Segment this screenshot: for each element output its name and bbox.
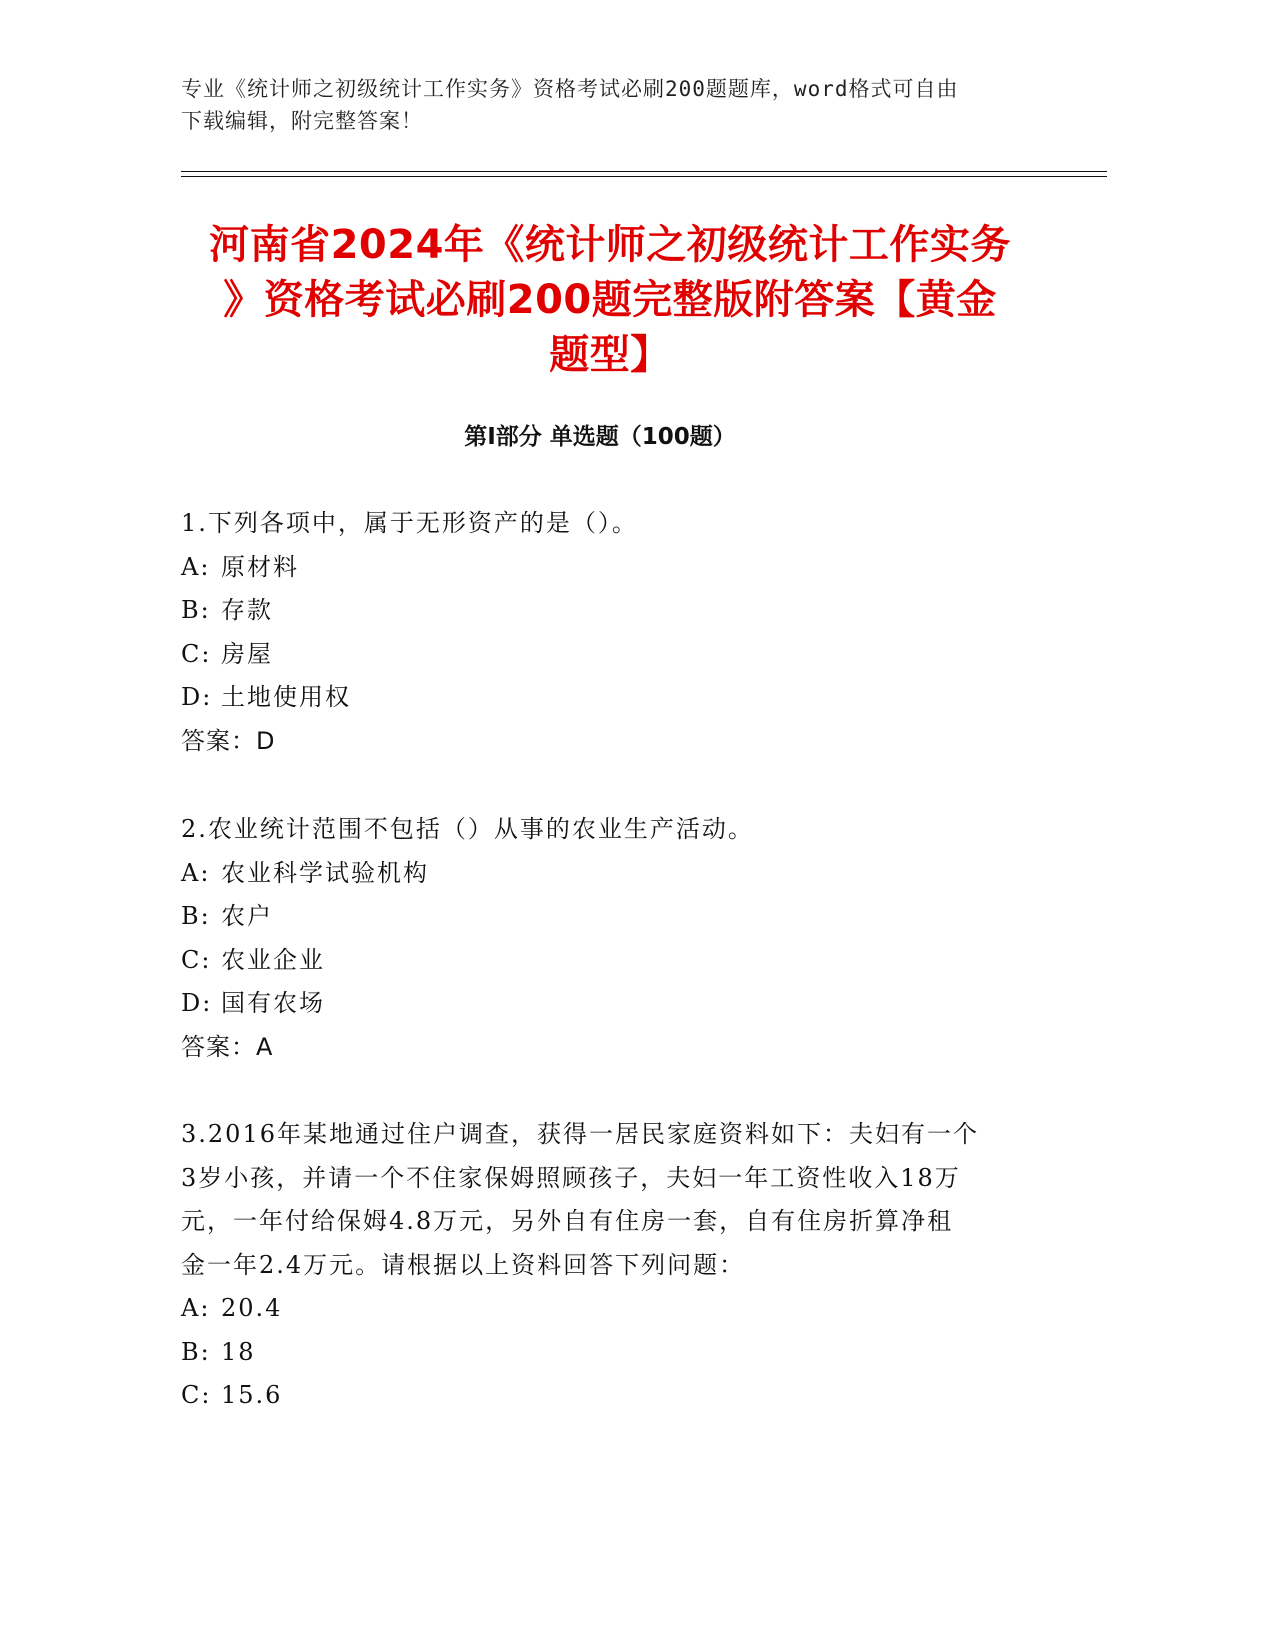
question-stem-line-1: 3.2016年某地通过住户调查，获得一居民家庭资料如下：夫妇有一个 xyxy=(181,1120,979,1148)
document-title-line-3: 题型】 xyxy=(549,332,671,378)
option-key: D: xyxy=(181,989,213,1017)
question-stem: 2.农业统计范围不包括（）从事的农业生产活动。 xyxy=(181,815,754,843)
option-text: 农业企业 xyxy=(221,945,325,974)
option-c xyxy=(181,1374,1051,1418)
option-a xyxy=(181,546,1051,590)
document-title-line-2: 》资格考试必刷200题完整版附答案【黄金 xyxy=(223,277,997,323)
question-1 xyxy=(181,502,1051,763)
answer: 答案：A xyxy=(181,1032,274,1061)
header-note xyxy=(181,73,1081,137)
option-key: A: xyxy=(181,552,211,581)
option-b xyxy=(181,1331,1051,1375)
section-heading: 第I部分 单选题（100题） xyxy=(464,424,736,450)
option-c xyxy=(181,939,1051,983)
option-d xyxy=(181,676,1051,720)
option-text: 农户 xyxy=(221,902,273,930)
option-text: 房屋 xyxy=(221,639,273,668)
question-stem-line-3: 元，一年付给保姆4.8万元，另外自有住房一套，自有住房折算净租 xyxy=(181,1207,954,1235)
option-text: 原材料 xyxy=(221,552,299,581)
question-stem: 1.下列各项中，属于无形资产的是（）。 xyxy=(181,509,638,537)
option-key: C: xyxy=(181,945,212,974)
option-text: 土地使用权 xyxy=(221,683,351,711)
option-b xyxy=(181,589,1051,633)
header-divider-top xyxy=(181,171,1107,172)
option-b xyxy=(181,895,1051,939)
option-key: A: xyxy=(181,858,211,887)
question-stem-line-4: 金一年2.4万元。请根据以上资料回答下列问题： xyxy=(181,1250,746,1279)
question-3 xyxy=(181,1113,1051,1418)
option-text: 存款 xyxy=(221,596,273,624)
answer: 答案：D xyxy=(181,726,276,755)
option-text: 15.6 xyxy=(221,1381,283,1409)
option-d xyxy=(181,982,1051,1026)
option-c xyxy=(181,633,1051,677)
option-key: B: xyxy=(181,596,211,624)
option-key: B: xyxy=(181,1337,211,1366)
option-text: 20.4 xyxy=(221,1294,283,1322)
question-stem-line-2: 3岁小孩，并请一个不住家保姆照顾孩子，夫妇一年工资性收入18万 xyxy=(181,1163,961,1192)
option-key: B: xyxy=(181,902,211,930)
document-title xyxy=(170,218,1050,383)
option-text: 国有农场 xyxy=(221,989,325,1017)
option-text: 18 xyxy=(221,1337,256,1366)
option-a xyxy=(181,852,1051,896)
option-key: D: xyxy=(181,683,213,711)
option-key: C: xyxy=(181,639,212,668)
option-key: A: xyxy=(181,1294,211,1322)
header-divider-bottom xyxy=(181,176,1107,177)
document-title-line-1: 河南省2024年《统计师之初级统计工作实务 xyxy=(209,222,1011,268)
header-note-line-2: 下载编辑，附完整答案！ xyxy=(181,109,423,133)
question-2 xyxy=(181,808,1051,1069)
option-key: C: xyxy=(181,1381,212,1409)
option-text: 农业科学试验机构 xyxy=(221,858,429,887)
option-a xyxy=(181,1287,1051,1331)
header-note-line-1: 专业《统计师之初级统计工作实务》资格考试必刷200题题库，word格式可自由 xyxy=(181,77,959,101)
